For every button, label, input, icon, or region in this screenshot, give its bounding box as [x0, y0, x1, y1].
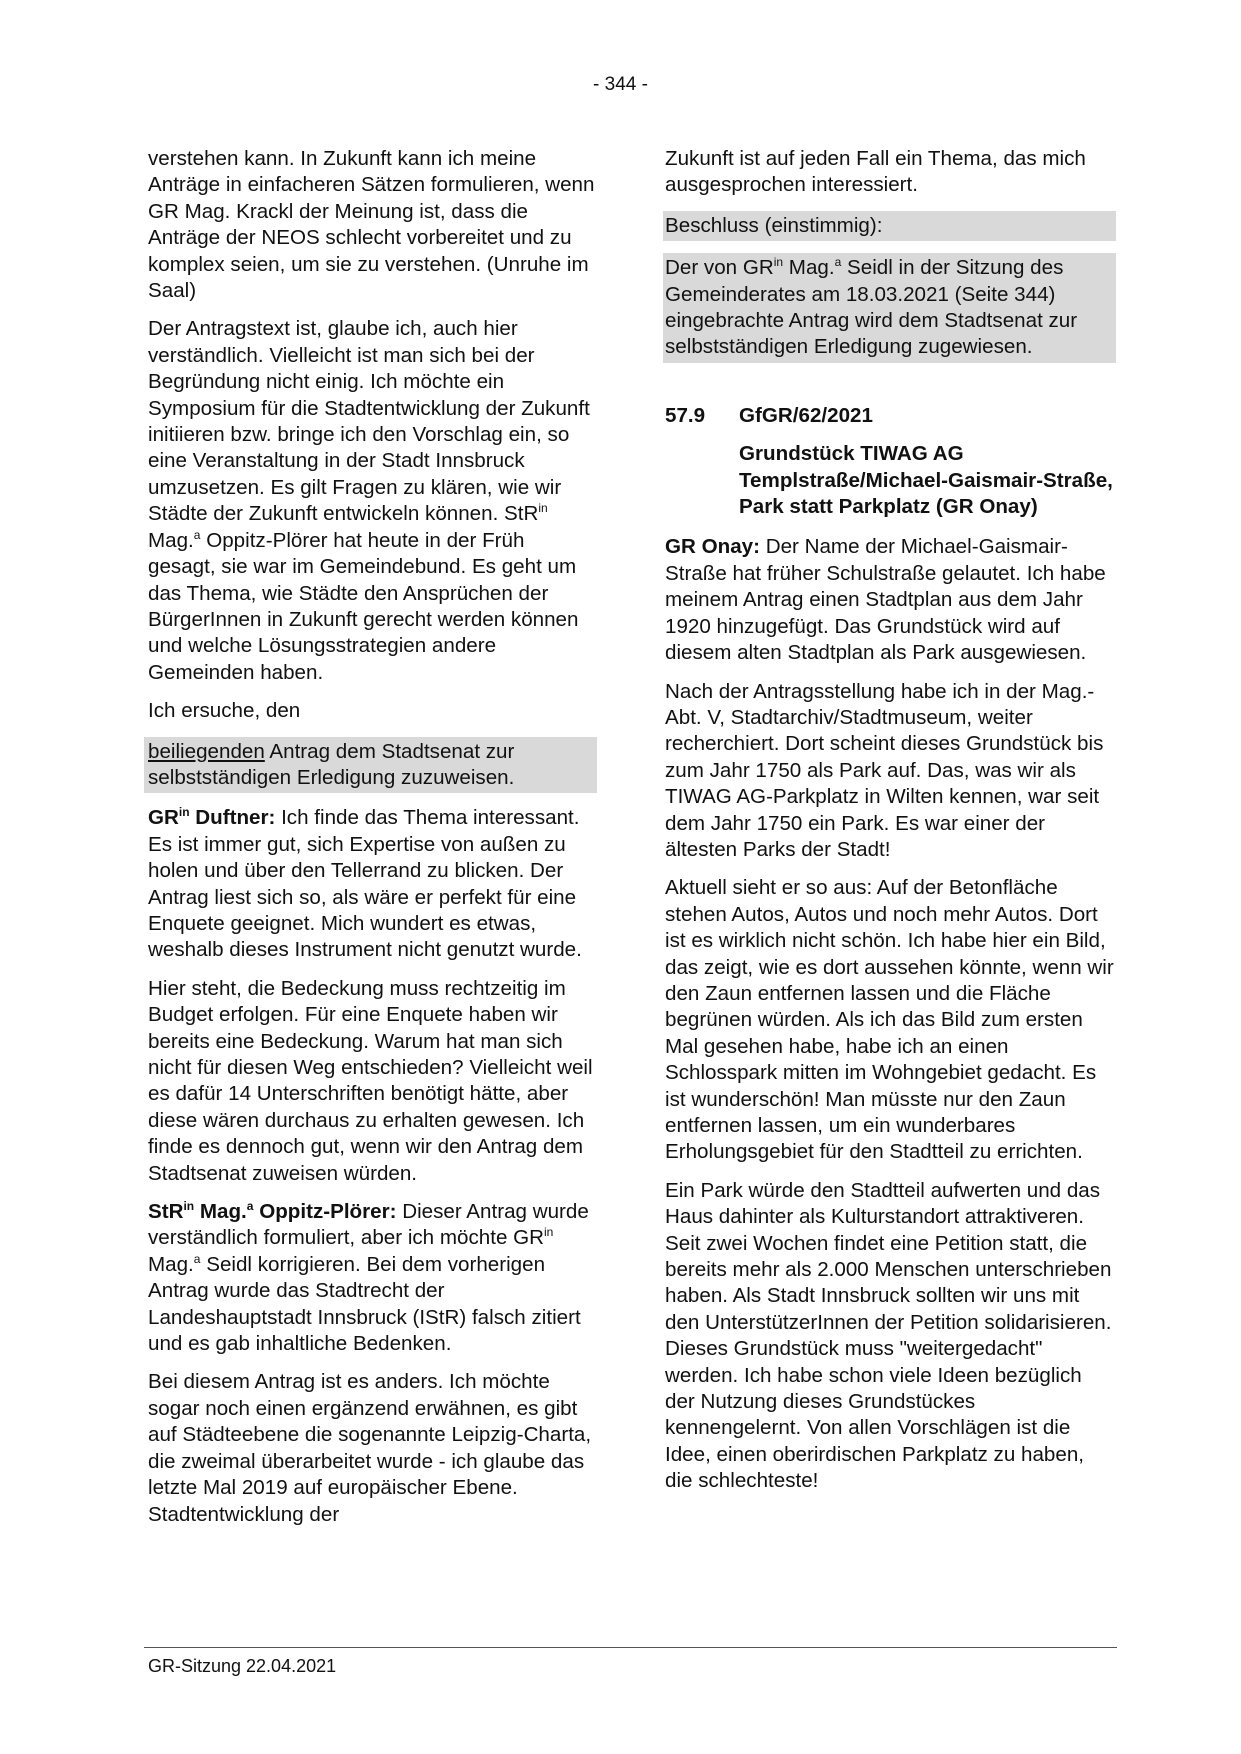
speaker-paragraph: GR Onay: Der Name der Michael-Gaismair-Straße hat früher Schulstraße gelautet. Ich habe meinem Antrag einen Stadtplan aus dem Jahr 1920 hinzugefügt. Das Grundstück wird auf diesem alten Stadtplan als Park ausgewiesen. — [665, 535, 1106, 665]
paragraph: verstehen kann. In Zukunft kann ich meine Anträge in einfacheren Sätzen formulieren, wenn GR Mag. Krackl der Meinung ist, dass die Anträge der NEOS schlecht vorbereitet und zu komplex seien, um sie zu verstehen. (Unruhe im Saal) — [148, 147, 595, 303]
section-title: Grundstück TIWAG AG Templstraße/Michael-Gaismair-Straße, Park statt Parkplatz (GR Onay) — [739, 442, 1113, 519]
paragraph: Ein Park würde den Stadtteil aufwerten und das Haus dahinter als Kulturstandort attraktiveren. Seit zwei Wochen findet eine Petition statt, die bereits mehr als 2.000 Menschen unterschrieben haben. Als Stadt Innsbruck sollten wir uns mit den UnterstützerInnen der Petition solidarisieren. Dieses Grundstück muss "weitergedacht" werden. Ich habe schon viele Ideen bezüglich der Nutzung dieses Grundstückes kennengelernt. Von allen Vorschlägen ist die Idee, einen oberirdischen Parkplatz zu haben, die schlechteste! — [665, 1178, 1112, 1493]
motion-text: beiliegenden Antrag dem Stadtsenat zur selbstständigen Erledigung zuzuweisen. — [144, 737, 597, 794]
speaker-paragraph: $GR^{in}$ Duftner: Ich finde das Thema interessant. Es ist immer gut, sich Expertise von außen zu holen und über den Tellerrand zu blicken. Der Antrag liest sich so, als wäre er perfekt für eine Enquete geeignet. Mich wundert es etwas, weshalb dieses Instrument nicht genutzt wurde. — [148, 805, 582, 962]
right-column — [665, 146, 1117, 1507]
paragraph: Hier steht, die Bedeckung muss rechtzeitig im Budget erfolgen. Für eine Enquete haben wir bereits eine Bedeckung. Warum hat man sich nicht für diesen Weg entschieden? Vielleicht weil es dafür 14 Unterschriften benötigt hätte, aber diese wären durchaus zu erhalten gewesen. Ich finde es dennoch gut, wenn wir den Antrag dem Stadtsenat zuweisen würden. — [148, 976, 593, 1185]
resolution-label: Beschluss (einstimmig): — [663, 211, 1116, 241]
section-heading — [665, 403, 1117, 429]
footer: GR-Sitzung 22.04.2021 — [148, 1656, 337, 1676]
section-code: GfGR/62/2021 — [739, 403, 873, 427]
resolution-text: Der von $GR^{in}$ Mag.$^a$ Seidl in der Sitzung des Gemeinderates am 18.03.2021 (Seite 344) eingebrachte Antrag wird dem Stadtsenat zur selbstständigen Erledigung zugewiesen. — [663, 253, 1116, 363]
section-number: 57.9 — [665, 403, 706, 427]
page-number: - 344 - — [593, 74, 648, 95]
paragraph: Aktuell sieht er so aus: Auf der Betonfläche stehen Autos, Autos und noch mehr Autos. Dort ist es wirklich nicht schön. Ich habe hier ein Bild, das zeigt, wie es dort aussehen könnte, wenn wir den Zaun entfernen lassen und die Fläche begrünen würden. Als ich das Bild zum ersten Mal gesehen habe, habe ich an einen Schlosspark mitten im Wohngebiet gedacht. Es ist wunderschön! Man müsste nur den Zaun entfernen lassen, um ein wunderbares Erholungsgebiet für den Stadtteil zu errichten. — [665, 876, 1114, 1164]
paragraph: Zukunft ist auf jeden Fall ein Thema, das mich ausgesprochen interessiert. — [665, 147, 1086, 197]
footer-divider — [144, 1647, 1117, 1648]
paragraph: Nach der Antragsstellung habe ich in der Mag.-Abt. V, Stadtarchiv/Stadtmuseum, weiter recherchiert. Dort scheint dieses Grundstück bis zum Jahr 1750 als Park auf. Das, was wir als TIWAG AG-Parkplatz in Wilten kennen, war seit dem Jahr 1750 ein Park. Es war einer der ältesten Parks der Stadt! — [665, 679, 1104, 861]
paragraph: Der Antragstext ist, glaube ich, auch hier verständlich. Vielleicht ist man sich bei der Begründung nicht einig. Ich möchte ein Symposium für die Stadtentwicklung der Zukunft initiieren bzw. bringe ich den Vorschlag ein, so eine Veranstaltung in der Stadt Innsbruck umzusetzen. Es gilt Fragen zu klären, wie wir Städte der Zukunft entwickeln können. StR$^{in}$ Mag.$^a$ Oppitz-Plörer hat heute in der Früh gesagt, sie war im Gemeindebund. Es geht um das Thema, wie Städte den Ansprüchen der BürgerInnen in Zukunft gerecht werden können und welche Lösungsstrategien andere Gemeinden haben. — [148, 317, 590, 684]
paragraph: Bei diesem Antrag ist es anders. Ich möchte sogar noch einen ergänzend erwähnen, es gibt auf Städteebene die sogenannte Leipzig-Charta, die zweimal überarbeitet wurde - ich glaube das letzte Mal 2019 auf europäischer Ebene. Stadtentwicklung der — [148, 1370, 592, 1526]
left-column — [148, 146, 597, 1540]
paragraph: Ich ersuche, den — [148, 699, 301, 723]
speaker-paragraph: StR$^{in}$ Mag.$^a$ Oppitz-Plörer: Dieser Antrag wurde verständlich formuliert, aber ich möchte $GR^{in}$ Mag.$^a$ Seidl korrigieren. Bei dem vorherigen Antrag wurde das Stadtrecht der Landeshauptstadt Innsbruck (IStR) falsch zitiert und es gab inhaltliche Bedenken. — [148, 1199, 589, 1356]
